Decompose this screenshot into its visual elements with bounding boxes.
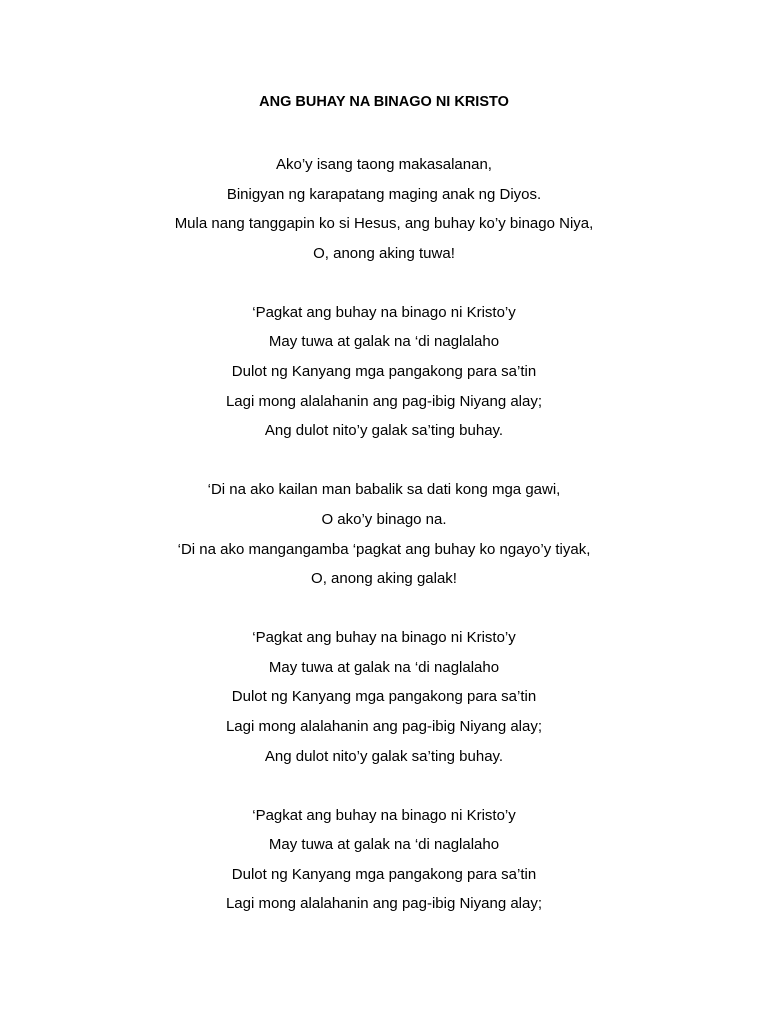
lyric-line: May tuwa at galak na ‘di naglalaho xyxy=(268,658,500,676)
stanza-1 xyxy=(0,150,768,268)
lyric-line: Mula nang tanggapin ko si Hesus, ang buhay ko’y binago Niya, xyxy=(174,215,594,233)
lyric-line: May tuwa at galak na ‘di naglalaho xyxy=(268,333,500,351)
stanza-2-chorus xyxy=(0,298,768,446)
lyric-line: Binigyan ng karapatang maging anak ng Diyos. xyxy=(226,185,542,203)
lyric-line: Ako’y isang taong makasalanan, xyxy=(276,156,492,173)
lyrics-body xyxy=(0,150,768,949)
lyric-line: Lagi mong alalahanin ang pag-ibig Niyang alay; xyxy=(225,895,543,913)
lyric-line: ‘Pagkat ang buhay na binago ni Kristo’y xyxy=(252,629,516,647)
lyric-line: O ako’y binago na. xyxy=(321,510,447,528)
lyric-line: ‘Di na ako kailan man babalik sa dati kong mga gawi, xyxy=(207,481,561,499)
lyric-line: O, anong aking galak! xyxy=(311,570,457,588)
lyric-line: ‘Di na ako mangangamba ‘pagkat ang buhay ko ngayo’y tiyak, xyxy=(177,540,591,558)
lyric-line: O, anong aking tuwa! xyxy=(313,244,455,262)
lyric-line: ‘Pagkat ang buhay na binago ni Kristo’y xyxy=(252,303,516,321)
lyric-line: Dulot ng Kanyang mga pangakong para sa’tin xyxy=(231,363,537,381)
lyric-line: Ang dulot nito’y galak sa’ting buhay. xyxy=(264,422,504,440)
stanza-4-chorus xyxy=(0,623,768,771)
stanza-5-chorus xyxy=(0,801,768,919)
stanza-3 xyxy=(0,475,768,593)
lyric-line: Ang dulot nito’y galak sa’ting buhay. xyxy=(264,747,504,765)
song-title: ANG BUHAY NA BINAGO NI KRISTO xyxy=(259,94,509,110)
lyric-line: Dulot ng Kanyang mga pangakong para sa’tin xyxy=(231,688,537,706)
lyric-line: May tuwa at galak na ‘di naglalaho xyxy=(268,836,500,854)
lyric-line: Lagi mong alalahanin ang pag-ibig Niyang alay; xyxy=(225,718,543,735)
lyric-line: Lagi mong alalahanin ang pag-ibig Niyang alay; xyxy=(225,392,543,410)
lyric-line: Dulot ng Kanyang mga pangakong para sa’tin xyxy=(231,865,537,883)
lyric-line: ‘Pagkat ang buhay na binago ni Kristo’y xyxy=(252,806,516,824)
